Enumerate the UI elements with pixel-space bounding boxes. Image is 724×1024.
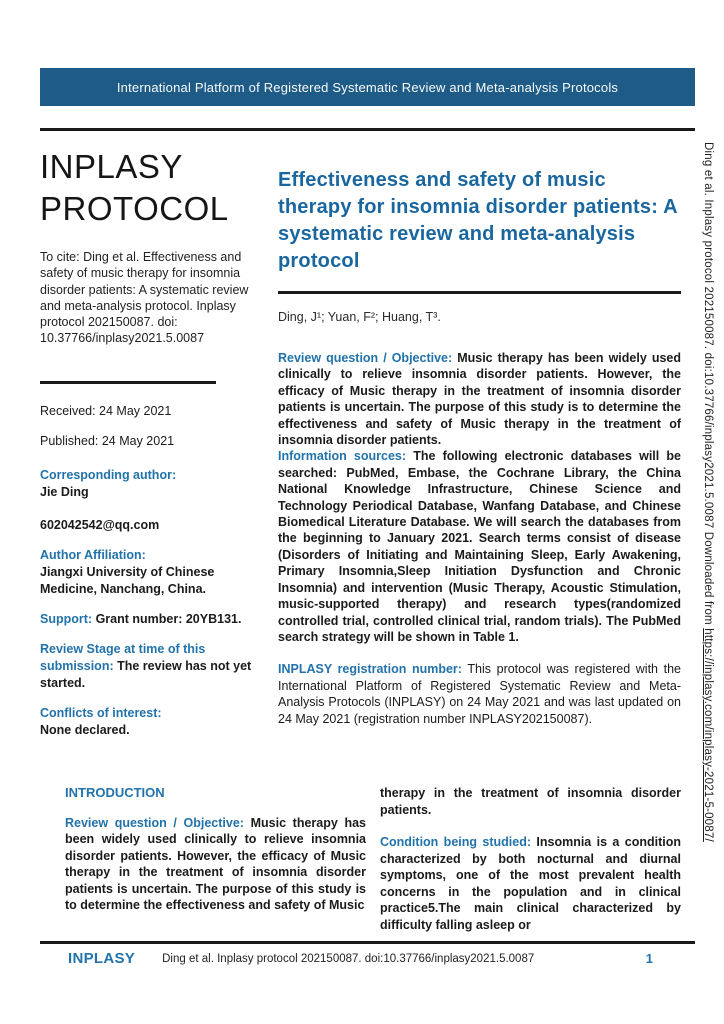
footer-brand: INPLASY	[68, 950, 136, 967]
registration-number-paragraph	[278, 661, 681, 727]
information-sources-paragraph	[278, 448, 681, 645]
introduction-review-question-label: Review question / Objective:	[65, 815, 244, 830]
introduction-review-question-paragraph	[65, 815, 366, 914]
introduction-review-question-text: Music therapy has been widely used clinically to relieve insomnia disorder patients. However, the efficacy of Music therapy in the treatment of insomnia disorder patients is uncertain. The purpose of this study is to determine the effectiveness and safety of Music	[65, 815, 366, 912]
conflicts-label: Conflicts of interest:	[40, 706, 162, 720]
sidebar-info	[40, 403, 260, 752]
introduction-continuation-text: therapy in the treatment of insomnia disorder patients.	[380, 786, 681, 817]
information-sources-label: Information sources:	[278, 449, 407, 464]
article-main	[278, 167, 681, 727]
vertical-citation-text: Ding et al. Inplasy protocol 202150087. doi:10.37766/inplasy2021.5.0087 Downloaded from	[702, 142, 714, 629]
page-number: 1	[645, 951, 653, 966]
published-date: Published: 24 May 2021	[40, 434, 175, 448]
information-sources-text: The following electronic databases will be searched: PubMed, Embase, the Cochrane Library, the China National Knowledge Infrastructure, Chinese Science and Technology Periodical Database, Wanfang Database, and Chinese Biomedical Literature Database. We will search the databases from the beginning to January 2021. Search terms consist of disease (Disorders of Initiating and Maintaining Sleep, Early Awakening, Primary Insomnia,Sleep Initiation Dysfunction and Chronic Insomnia) and intervention (Music Therapy, Acoustic Stimulation, music-supported therapy) and research types(randomized controlled trial, controlled clinical trial, random trials). The PubMed search strategy will be shown in Table 1.	[278, 449, 681, 644]
review-stage-block	[40, 641, 260, 692]
top-divider	[40, 128, 695, 131]
corresponding-author-name: Jie Ding	[40, 485, 89, 499]
corresponding-author-label: Corresponding author:	[40, 468, 177, 482]
affiliation-label: Author Affiliation:	[40, 548, 146, 562]
article-title: Effectiveness and safety of music therapy for insomnia disorder patients: A systematic review and meta-analysis protocol	[278, 169, 678, 272]
to-cite-block: To cite: Ding et al. Effectiveness and safety of music therapy for insomnia disorder patients: A systematic review and meta-analysis protocol. Inplasy protocol 202150087. doi: 10.37766/inplasy2021.5.0087	[40, 250, 249, 346]
received-date: Received: 24 May 2021	[40, 404, 172, 418]
masthead-line2: PROTOCOL	[40, 190, 229, 227]
journal-banner	[40, 68, 695, 106]
page-footer	[40, 950, 695, 967]
introduction-left-column	[65, 785, 366, 933]
condition-studied-paragraph	[380, 834, 681, 933]
introduction-section	[65, 785, 681, 933]
conflicts-value: None declared.	[40, 723, 130, 737]
support-value: Grant number: 20YB131.	[95, 612, 242, 626]
support-label: Support:	[40, 612, 93, 626]
journal-banner-text: International Platform of Registered Systematic Review and Meta-analysis Protocols	[116, 79, 619, 95]
sidebar-vertical-citation	[702, 142, 714, 1008]
review-question-text: Music therapy has been widely used clinically to relieve insomnia disorder patients. However, the efficacy of Music therapy in the treatment of insomnia disorder patients is uncertain. The purpose of this study is to determine the effectiveness and safety of Music therapy in the treatment of insomnia disorder patients.	[278, 351, 681, 448]
affiliation-block	[40, 547, 260, 598]
condition-studied-text: Insomnia is a condition characterized by both nocturnal and diurnal symptoms, one of the most prevalent health concerns in the population and in clinical practice5.The main clinical characterized by difficulty falling asleep or	[380, 835, 681, 932]
review-question-paragraph	[278, 350, 681, 448]
introduction-heading: INTRODUCTION	[65, 785, 165, 800]
introduction-right-column	[380, 785, 681, 933]
footer-divider	[40, 941, 695, 944]
abstract-section	[278, 350, 681, 727]
masthead-title	[40, 146, 229, 230]
support-block	[40, 611, 260, 628]
corresponding-author-email: 602042542@qq.com	[40, 518, 160, 532]
review-stage-value: The review has not yet started.	[40, 659, 252, 690]
footer-citation: Ding et al. Inplasy protocol 202150087. doi:10.37766/inplasy2021.5.0087	[162, 952, 535, 965]
masthead-line1: INPLASY	[40, 148, 183, 185]
review-question-label: Review question / Objective:	[278, 351, 453, 365]
corresponding-author-block	[40, 467, 260, 501]
affiliation-value: Jiangxi University of Chinese Medicine, Nanchang, China.	[40, 565, 215, 596]
download-url-link[interactable]: https://inplasy.com/inplasy-2021-5-0087/	[702, 628, 714, 842]
condition-studied-label: Condition being studied:	[380, 835, 532, 849]
title-divider	[278, 291, 681, 294]
review-stage-label: Review Stage at time of this submission:	[40, 642, 206, 673]
registration-number-label: INPLASY registration number:	[278, 662, 462, 677]
sidebar-divider	[40, 381, 216, 384]
registration-number-text: This protocol was registered with the International Platform of Registered Systematic Review and Meta-Analysis Protocols (INPLASY) on 24 May 2021 and was last updated on 24 May 2021 (registration number INPLASY202150087).	[278, 662, 681, 726]
conflicts-block	[40, 705, 260, 739]
authors-line: Ding, J¹; Yuan, F²; Huang, T³.	[278, 310, 441, 324]
